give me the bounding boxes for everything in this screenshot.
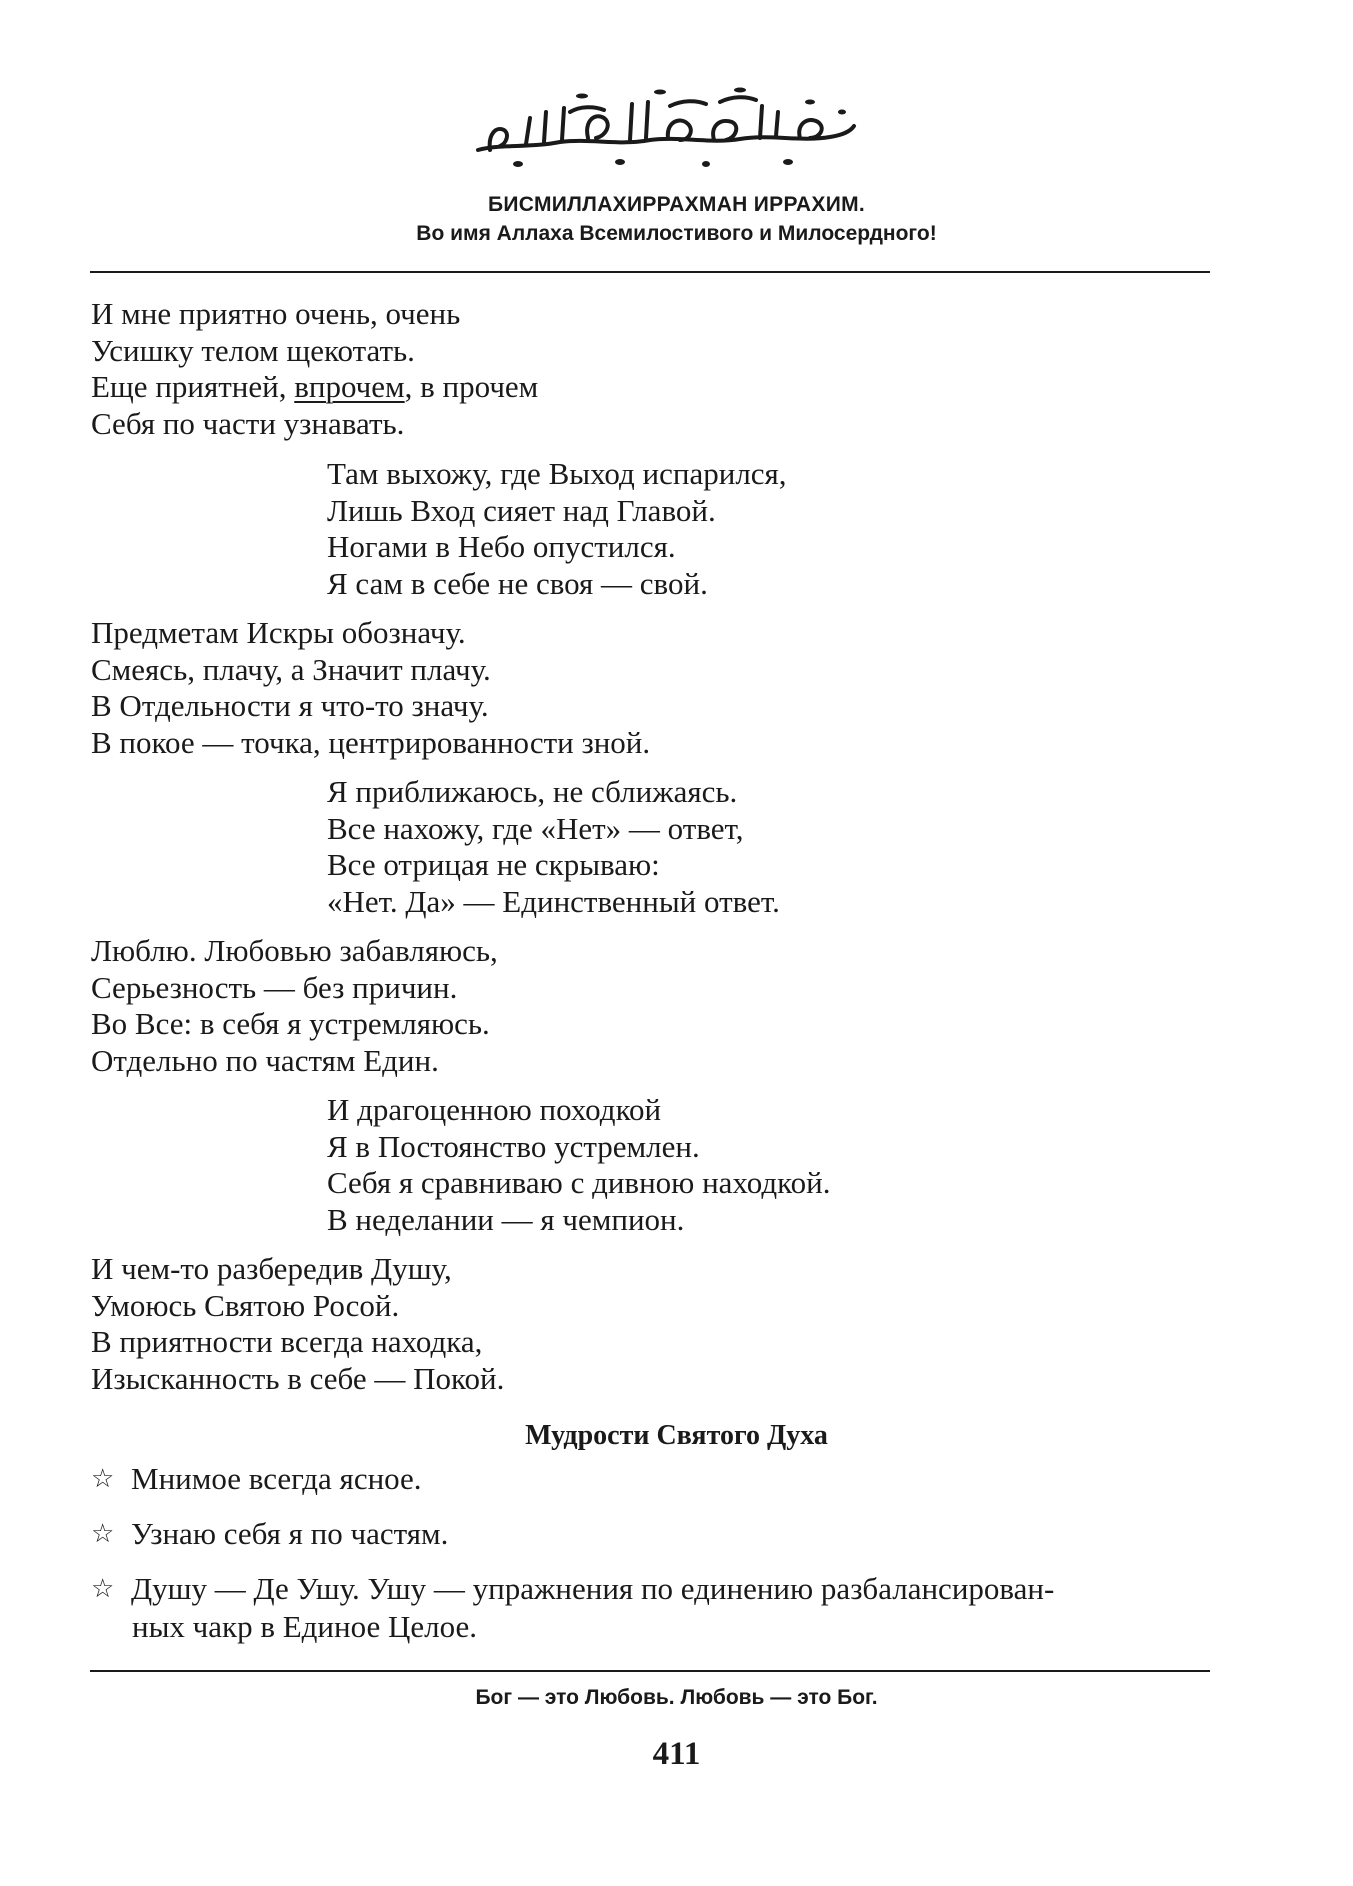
star-bullet-icon: ☆ [91,1519,115,1549]
header-subtitle: Во имя Аллаха Всемилостивого и Милосердного! [416,222,937,245]
verse-line: И драгоценною походкой [327,1092,662,1127]
wisdom-text: Мнимое всегда ясное. [131,1461,422,1496]
header-title: БИСМИЛЛАХИРРАХМАН ИРРАХИМ. [487,193,866,216]
verse-line: Себя по части узнавать. [91,405,405,441]
wisdom-text: Душу — Де Ушу. Ушу — упражнения по единению разбалансирован- [131,1571,1055,1606]
verse-line: Умоюсь Святою Росой. [91,1287,400,1323]
verse-line: Серьезность — без причин. [91,969,458,1005]
section-title: Мудрости Святого Духа [525,1420,828,1451]
verse-line: «Нет. Да» — Единственный ответ. [327,883,780,919]
wisdom-text: Узнаю себя я по частям. [131,1516,449,1551]
verse-line: Я в Постоянство устремлен. [327,1128,700,1164]
verse-fragment: Еще приятней, [91,369,295,404]
wisdom-item-2 [91,1515,448,1553]
verse-line: И чем-то разбередив Душу, [91,1251,452,1286]
bottom-divider [90,1670,1210,1672]
top-divider [90,271,1210,273]
verse-line: Изысканность в себе — Покой. [91,1360,505,1396]
verse-line: Все нахожу, где «Нет» — ответ, [327,810,744,846]
stanza-7 [91,1251,504,1397]
verse-line: Себя я сравниваю с дивною находкой. [327,1165,831,1200]
wisdom-item-1 [91,1460,422,1498]
verse-line: Все отрицая не скрываю: [327,847,660,882]
verse-line: Ногами в Небо опустился. [327,529,676,564]
underlined-word: впрочем [294,369,405,404]
verse-line: Предметам Искры обозначу. [91,615,466,650]
verse-line: Я приближаюсь, не сближаясь. [327,774,738,809]
verse-line: В неделании — я чемпион. [327,1201,685,1237]
stanza-1 [91,296,538,442]
verse-line: В покое — точка, центрированности зной. [91,724,651,760]
star-bullet-icon: ☆ [91,1464,115,1494]
verse-line: В Отдельности я что-то значу. [91,688,489,723]
wisdom-text-continued: ных чакр в Единое Целое. [132,1609,477,1644]
verse-line: Смеясь, плачу, а Значит плачу. [91,651,491,687]
verse-line: Лишь Вход сияет над Главой. [327,492,716,528]
stanza-5 [91,933,498,1079]
verse-line: Отдельно по частям Един. [91,1042,439,1078]
wisdom-item-3 [91,1570,1054,1645]
verse-line [91,369,538,406]
stanza-3 [91,615,650,761]
stanza-4 [327,774,780,920]
stanza-6 [327,1092,830,1238]
verse-line: И мне приятно очень, очень [91,296,461,331]
verse-line: Во Все: в себя я устремляюсь. [91,1006,490,1041]
stanza-2 [327,456,787,602]
page-number: 411 [652,1736,701,1772]
star-bullet-icon: ☆ [91,1574,115,1604]
footer-motto: Бог — это Любовь. Любовь — это Бог. [475,1686,878,1709]
verse-line: Люблю. Любовью забавляюсь, [91,933,498,968]
verse-line: Усишку телом щекотать. [91,332,415,368]
verse-line: Я сам в себе не своя — свой. [327,565,708,601]
verse-line: Там выхожу, где Выход испарился, [327,456,787,491]
bismillah-calligraphy [470,82,860,178]
verse-line: В приятности всегда находка, [91,1324,483,1359]
verse-fragment: , в прочем [404,369,539,404]
